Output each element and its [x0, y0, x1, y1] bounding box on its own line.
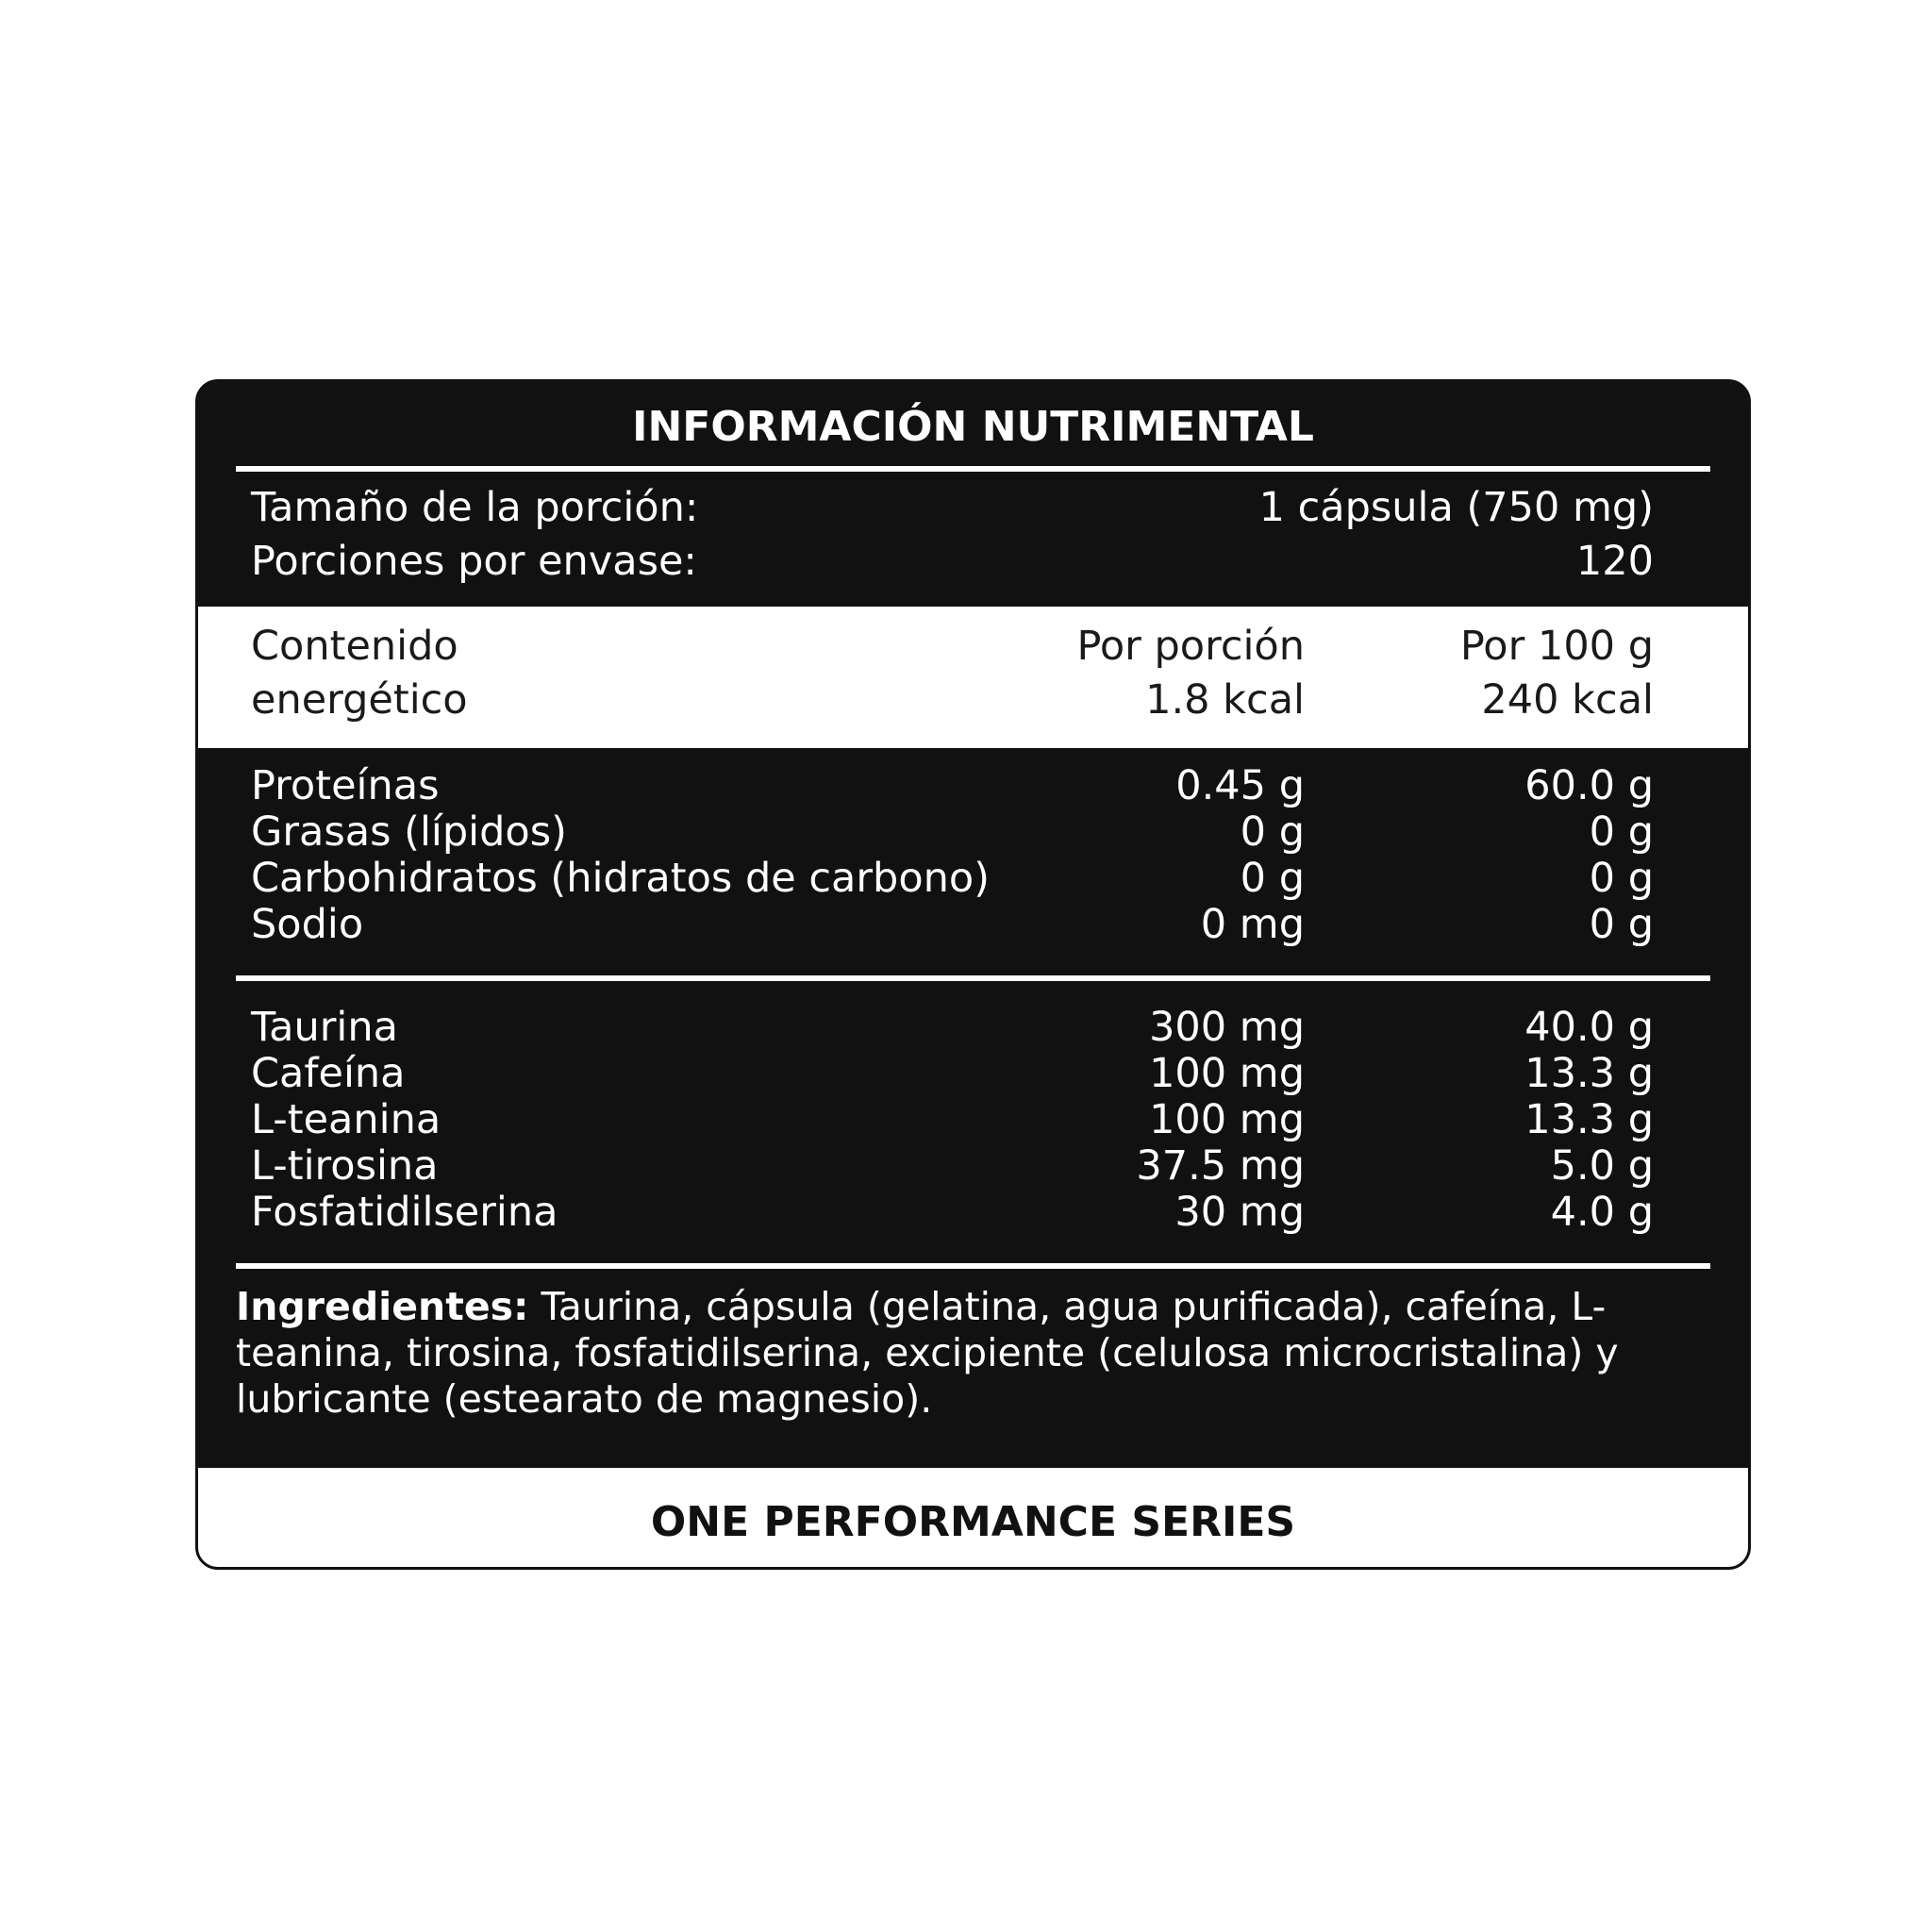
nutrients-panel	[198, 748, 1748, 1468]
per-serving-header: Por porción	[1076, 623, 1305, 670]
nutrition-label	[195, 379, 1751, 1570]
brand-footer: ONE PERFORMANCE SERIES	[650, 1498, 1296, 1546]
active-row: Taurina 300 mg 40.0 g	[251, 1004, 1654, 1051]
active-row: L-teanina 100 mg 13.3 g	[251, 1096, 1654, 1143]
ingredients-text	[236, 1284, 1710, 1423]
active-row: Fosfatidilserina 30 mg 4.0 g	[251, 1189, 1654, 1236]
label-title: INFORMACIÓN NUTRIMENTAL	[632, 403, 1314, 451]
title-divider	[236, 466, 1710, 472]
nutrient-row: Sodio 0 mg 0 g	[251, 901, 1654, 948]
energy-label: Contenido energético	[251, 623, 468, 724]
serving-size-row	[251, 484, 1654, 535]
per-100g-column	[1460, 620, 1654, 727]
serving-size-label: Tamaño de la porción:	[251, 484, 699, 531]
serving-size-value: 1 cápsula (750 mg)	[1258, 484, 1654, 531]
nutrient-row: Grasas (lípidos) 0 g 0 g	[251, 808, 1654, 856]
servings-label: Porciones por envase:	[251, 538, 697, 585]
active-row: Cafeína 100 mg 13.3 g	[251, 1050, 1654, 1097]
active-row: L-tirosina 37.5 mg 5.0 g	[251, 1142, 1654, 1190]
energy-section	[198, 607, 1748, 748]
per-100g-header: Por 100 g	[1459, 623, 1654, 670]
actives-divider	[236, 1263, 1710, 1269]
ingredients-label: Ingredientes:	[236, 1284, 529, 1329]
header-panel	[198, 382, 1748, 607]
per-serving-energy: 1.8 kcal	[1145, 676, 1305, 724]
per-100g-energy: 240 kcal	[1481, 676, 1654, 724]
servings-value: 120	[1575, 538, 1654, 585]
nutrients-divider	[236, 975, 1710, 981]
nutrient-row: Proteínas 0.45 g 60.0 g	[251, 762, 1654, 809]
nutrient-row: Carbohidratos (hidratos de carbono) 0 g 0 g	[251, 855, 1654, 902]
servings-per-container-row	[251, 538, 1654, 589]
ingredients-list: Taurina, cápsula (gelatina, agua purificada), cafeína, L-teanina, tirosina, fosfatidilserina, excipiente (celulosa microcristalina) y lubricante (estearato de magnesio).	[236, 1284, 1619, 1422]
per-serving-column	[1076, 620, 1305, 727]
